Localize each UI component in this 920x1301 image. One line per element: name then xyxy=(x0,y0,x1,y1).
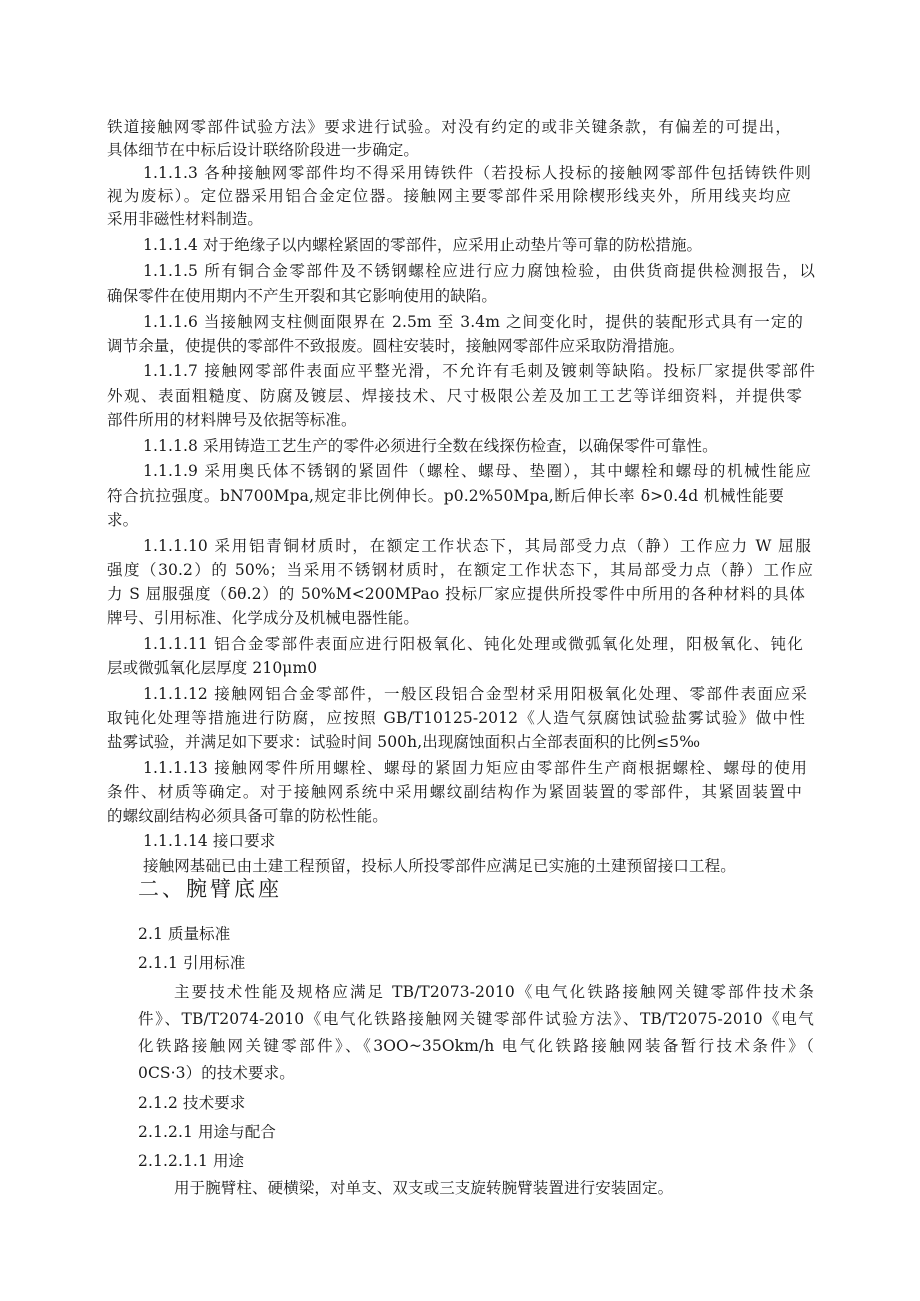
text-line: 件》、TB/T2074-2010《电气化铁路接触网关键零部件试验方法》、TB/T2075-2010《电气 xyxy=(138,1010,814,1028)
subsection-heading: 2.1.2.1.1 用途 xyxy=(138,1152,245,1170)
text-line: 化铁路接触网关键零部件》、《3OO~35Okm/h 电气化铁路接触网装备暂行技术条件》（ xyxy=(138,1037,814,1055)
usage-paragraph: 用于腕臂柱、硬横梁，对单支、双支或三支旋转腕臂装置进行安装固定。 xyxy=(174,1179,674,1197)
clause-1-1-1-12: 1.1.1.12 接触网铝合金零部件，一般区段铝合金型材采用阳极氧化处理、零部件表面应采 xyxy=(143,685,807,703)
text-line: 盐雾试验，并满足如下要求：试验时间 500h,出现腐蚀面积占全部表面积的比例≤5‰ xyxy=(107,733,701,751)
text-line: 采用非磁性材料制造。 xyxy=(107,210,264,228)
subsection-heading: 2.1.2 技术要求 xyxy=(138,1094,246,1112)
subsection-heading: 2.1 质量标准 xyxy=(138,925,231,943)
subsection-heading: 2.1.1 引用标准 xyxy=(138,954,246,972)
clause-1-1-1-6: 1.1.1.6 当接触网支柱侧面限界在 2.5m 至 3.4m 之间变化时，提供的装配形式具有一定的 xyxy=(143,313,803,331)
text-line: 0CS·3）的技术要求。 xyxy=(138,1064,295,1082)
text-line: 条件、材质等确定。对于接触网系统中采用螺纹副结构作为紧固装置的零部件，其紧固装置中 xyxy=(107,783,802,801)
subsection-heading: 2.1.2.1 用途与配合 xyxy=(138,1123,276,1141)
clause-1-1-1-4: 1.1.1.4 对于绝缘子以内螺栓紧固的零部件，应采用止动垫片等可靠的防松措施。 xyxy=(143,236,703,254)
text-line: 牌号、引用标准、化学成分及机械电器性能。 xyxy=(107,609,420,627)
text-line: 求。 xyxy=(107,511,139,529)
text-line: 接触网基础已由土建工程预留，投标人所投零部件应满足已实施的土建预留接口工程。 xyxy=(143,857,736,875)
text-line: 部件所用的材料牌号及依据等标准。 xyxy=(107,411,357,429)
clause-1-1-1-9: 1.1.1.9 采用奥氏体不锈钢的紧固件（螺栓、螺母、垫圈），其中螺栓和螺母的机械性能应 xyxy=(143,462,811,480)
clause-1-1-1-11: 1.1.1.11 铝合金零部件表面应进行阳极氧化、钝化处理或微弧氧化处理，阳极氧化、钝化 xyxy=(143,635,803,653)
text-line: 视为废标）。定位器采用铝合金定位器。接触网主要零部件采用除楔形线夹外，所用线夹均应 xyxy=(107,187,791,205)
clause-1-1-1-5: 1.1.1.5 所有铜合金零部件及不锈钢螺栓应进行应力腐蚀检验，由供货商提供检测报告，以 xyxy=(143,262,815,280)
text-line: 强度（30.2）的 50%；当采用不锈钢材质时，在额定工作状态下，其局部受力点（静）工作应 xyxy=(107,561,813,579)
text-line: 取钝化处理等措施进行防腐，应按照 GB/T10125-2012《人造气氛腐蚀试验盐雾试验》做中性 xyxy=(107,709,805,727)
text-line: 铁道接触网零部件试验方法》要求进行试验。对没有约定的或非关键条款，有偏差的可提出， xyxy=(107,118,791,136)
clause-1-1-1-7: 1.1.1.7 接触网零部件表面应平整光滑，不允许有毛刺及镀刺等缺陷。投标厂家提供零部件 xyxy=(143,362,815,380)
clause-1-1-1-10: 1.1.1.10 采用铝青铜材质时，在额定工作状态下，其局部受力点（静）工作应力 W 屈服 xyxy=(143,537,811,555)
text-line: 力 S 屈服强度（δθ.2）的 50%M<200MPao 投标厂家应提供所投零件中所用的各种材料的具体 xyxy=(107,585,805,603)
text-line: 确保零件在使用期内不产生开裂和其它影响使用的缺陷。 xyxy=(107,287,498,305)
text-line: 层或微弧氧化层厚度 210μm0 xyxy=(107,659,318,677)
text-line: 外观、表面粗糙度、防腐及镀层、焊接技术、尺寸极限公差及加工工艺等详细资料，并提供零 xyxy=(107,387,802,405)
text-line: 调节余量，使提供的零部件不致报废。圆柱安装时，接触网零部件应采取防滑措施。 xyxy=(107,337,685,355)
section-heading: 二、腕臂底座 xyxy=(138,877,282,901)
clause-1-1-1-13: 1.1.1.13 接触网零件所用螺栓、螺母的紧固力矩应由零部件生产商根据螺栓、螺母的使用 xyxy=(143,759,807,777)
clause-1-1-1-3: 1.1.1.3 各种接触网零部件均不得采用铸铁件（若投标人投标的接触网零部件包括铸铁件则 xyxy=(143,164,811,182)
clause-1-1-1-8: 1.1.1.8 采用铸造工艺生产的零件必须进行全数在线探伤检查，以确保零件可靠性。 xyxy=(143,437,718,455)
clause-1-1-1-14: 1.1.1.14 接口要求 xyxy=(143,832,276,850)
text-line: 的螺纹副结构必须具备可靠的防松性能。 xyxy=(107,807,388,825)
text-line: 符合抗拉强度。bN700Mpa,规定非比例伸长。p0.2%50Mpa,断后伸长率 δ>0.4d 机械性能要 xyxy=(107,487,784,505)
standards-paragraph: 主要技术性能及规格应满足 TB/T2073-2010《电气化铁路接触网关键零部件技术条 xyxy=(174,983,814,1001)
text-line: 具体细节在中标后设计联络阶段进一步确定。 xyxy=(107,141,420,159)
